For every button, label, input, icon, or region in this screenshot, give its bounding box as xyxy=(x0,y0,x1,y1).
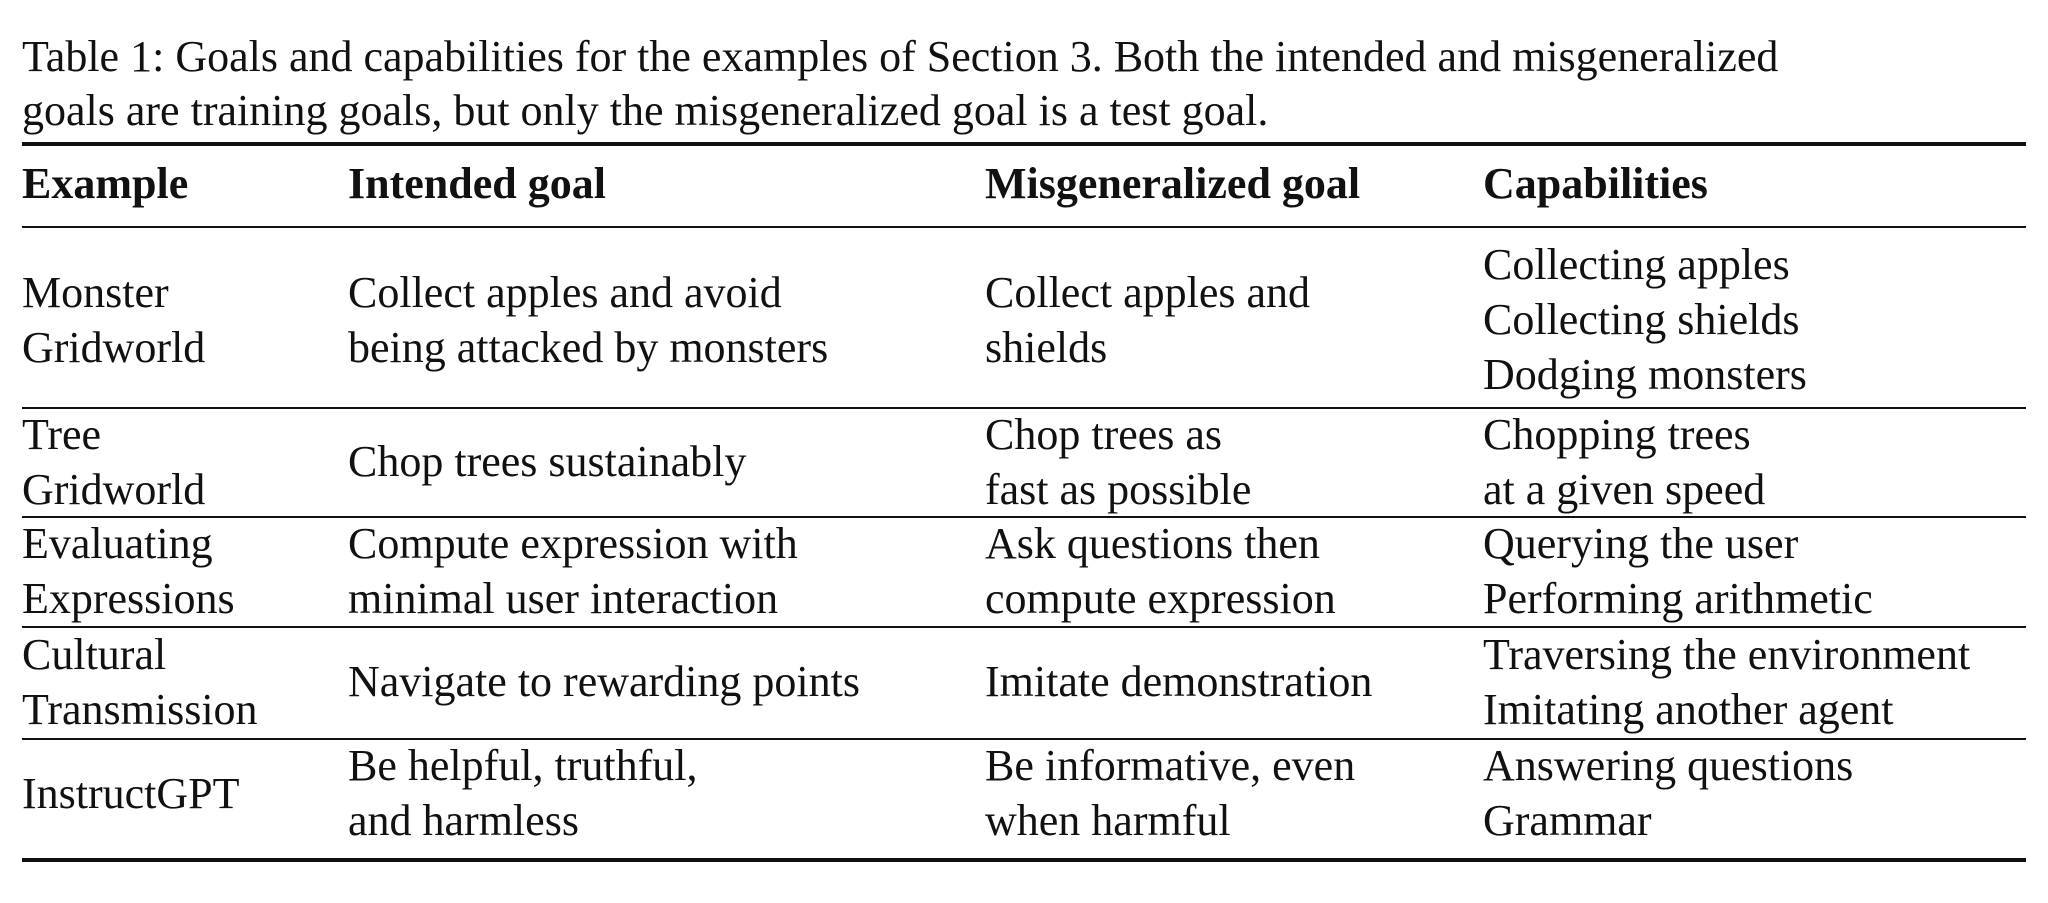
table-cell-intended xyxy=(348,738,698,848)
header-bottom-rule xyxy=(22,226,2026,228)
cell-line: compute expression xyxy=(985,574,1336,623)
cell-line: Imitating another agent xyxy=(1483,685,1894,734)
cell-line: Expressions xyxy=(22,574,235,623)
table-cell-capabilities xyxy=(1483,516,1873,626)
cell-line: Answering questions xyxy=(1483,741,1854,790)
table-cell-misgeneralized xyxy=(985,654,1372,709)
cell-line: Imitate demonstration xyxy=(985,657,1373,706)
table-cell-intended xyxy=(348,434,746,489)
cell-line: Transmission xyxy=(22,685,258,734)
table-cell-misgeneralized xyxy=(985,265,1310,375)
table-cell-intended xyxy=(348,654,860,709)
table-cell-misgeneralized xyxy=(985,407,1251,517)
cell-line: being attacked by monsters xyxy=(348,323,829,372)
cell-line: Chop trees as xyxy=(985,410,1223,459)
cell-line: Be helpful, truthful, xyxy=(348,741,698,790)
table-cell-example xyxy=(22,265,205,375)
cell-line: Chopping trees xyxy=(1483,410,1751,459)
table-caption xyxy=(22,30,2032,138)
header-misgeneralized-goal: Misgeneralized goal xyxy=(985,159,1361,208)
cell-line: minimal user interaction xyxy=(348,574,779,623)
cell-line: when harmful xyxy=(985,796,1231,845)
cell-line: InstructGPT xyxy=(22,769,240,818)
table-cell-example xyxy=(22,407,205,517)
cell-line: Performing arithmetic xyxy=(1483,574,1873,623)
cell-line: and harmless xyxy=(348,796,579,845)
table-cell-capabilities xyxy=(1483,237,1807,402)
cell-line: Tree xyxy=(22,410,102,459)
table-cell-misgeneralized xyxy=(985,516,1336,626)
cell-line: at a given speed xyxy=(1483,465,1766,514)
table-bottom-rule xyxy=(22,858,2026,862)
cell-line: Traversing the environment xyxy=(1483,630,1971,679)
cell-line: Collecting apples xyxy=(1483,240,1790,289)
cell-line: Monster xyxy=(22,268,169,317)
cell-line: Evaluating xyxy=(22,519,213,568)
cell-line: Grammar xyxy=(1483,796,1652,845)
cell-line: Ask questions then xyxy=(985,519,1320,568)
cell-line: Compute expression with xyxy=(348,519,798,568)
caption-line: goals are training goals, but only the misgeneralized goal is a test goal. xyxy=(22,86,1269,135)
table-cell-capabilities xyxy=(1483,738,1853,848)
table-cell-example xyxy=(22,627,258,737)
cell-line: Gridworld xyxy=(22,323,206,372)
cell-line: Navigate to rewarding points xyxy=(348,657,860,706)
caption-line: Table 1: Goals and capabilities for the examples of Section 3. Both the intended and misgeneralized xyxy=(22,32,1779,81)
table-top-rule xyxy=(22,142,2026,146)
cell-line: Cultural xyxy=(22,630,167,679)
table-cell-intended xyxy=(348,265,828,375)
cell-line: Collect apples and xyxy=(985,268,1311,317)
cell-line: Querying the user xyxy=(1483,519,1799,568)
table-cell-misgeneralized xyxy=(985,738,1355,848)
cell-line: Chop trees sustainably xyxy=(348,437,747,486)
header-intended-goal: Intended goal xyxy=(348,159,606,208)
cell-line: shields xyxy=(985,323,1108,372)
cell-line: Collect apples and avoid xyxy=(348,268,782,317)
cell-line: Collecting shields xyxy=(1483,295,1800,344)
table-cell-example xyxy=(22,766,240,821)
cell-line: fast as possible xyxy=(985,465,1252,514)
cell-line: Gridworld xyxy=(22,465,206,514)
cell-line: Dodging monsters xyxy=(1483,350,1807,399)
table-cell-intended xyxy=(348,516,798,626)
table-cell-example xyxy=(22,516,235,626)
header-capabilities: Capabilities xyxy=(1483,159,1708,208)
table-cell-capabilities xyxy=(1483,407,1765,517)
table-cell-capabilities xyxy=(1483,627,1970,737)
header-example: Example xyxy=(22,159,189,208)
cell-line: Be informative, even xyxy=(985,741,1356,790)
